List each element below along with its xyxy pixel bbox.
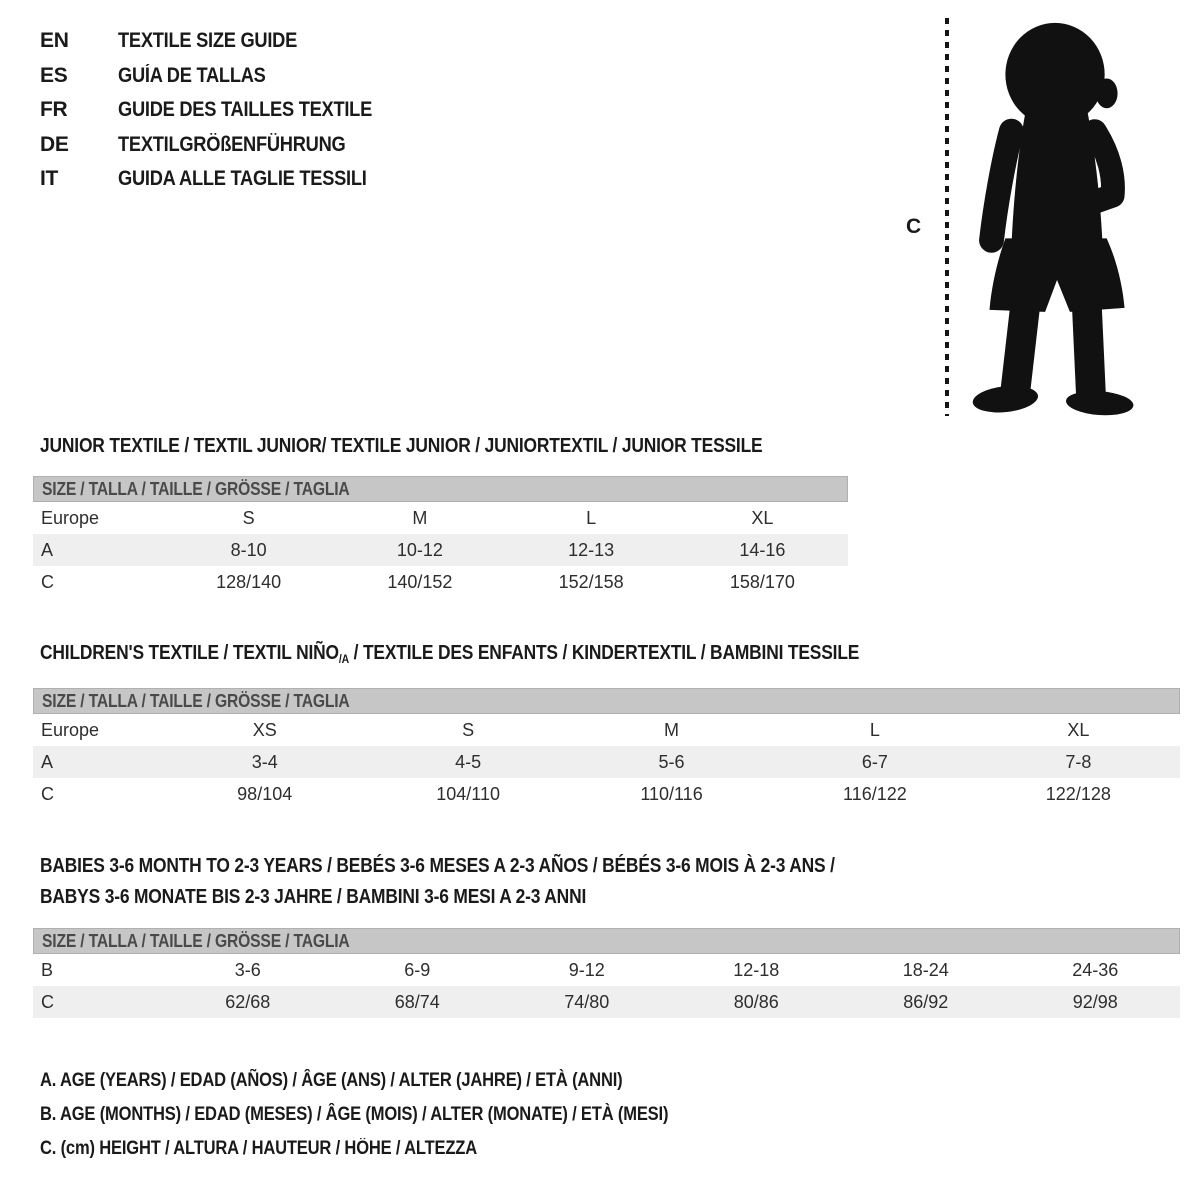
table-cell: 92/98 — [1072, 991, 1118, 1012]
language-title-list — [40, 24, 410, 197]
table-cell: 10-12 — [396, 539, 443, 560]
table-cell: S — [462, 719, 475, 740]
guide-title: GUIDE DES TAILLES TEXTILE — [118, 98, 373, 122]
legend-text-c: C. (cm) HEIGHT / ALTURA / HAUTEUR / HÖHE / ALTEZZA — [40, 1138, 477, 1159]
table-cell: M — [412, 507, 428, 528]
table-row — [33, 746, 1180, 778]
table-row — [33, 714, 1180, 746]
legend-line-c — [40, 1132, 762, 1166]
row-label: A — [41, 751, 54, 772]
legend-line-a — [40, 1064, 762, 1098]
language-row-es — [40, 59, 410, 94]
table-cell: 12-13 — [568, 539, 615, 560]
junior-section-title-text: JUNIOR TEXTILE / TEXTIL JUNIOR/ TEXTILE JUNIOR / JUNIORTEXTIL / JUNIOR TESSILE — [40, 435, 763, 457]
table-cell: 8-10 — [230, 539, 267, 560]
children-section-title — [40, 642, 982, 664]
table-cell: 62/68 — [225, 991, 271, 1012]
table-cell: 5-6 — [658, 751, 685, 772]
babies-title-line2: BABYS 3-6 MONATE BIS 2-3 JAHRE / BAMBINI 3-6 MESI A 2-3 ANNI — [40, 886, 587, 908]
size-header-text: SIZE / TALLA / TAILLE / GRÖSSE / TAGLIA — [42, 478, 350, 499]
row-label: Europe — [41, 719, 100, 740]
table-row — [33, 502, 848, 534]
table-cell: 6-7 — [861, 751, 888, 772]
table-row — [33, 986, 1180, 1018]
table-cell: 104/110 — [436, 783, 500, 804]
table-cell: XL — [1067, 719, 1090, 740]
row-label: A — [41, 539, 54, 560]
table-cell: 14-16 — [739, 539, 786, 560]
table-cell: 4-5 — [455, 751, 482, 772]
table-cell: 6-9 — [404, 959, 431, 980]
table-row — [33, 778, 1180, 810]
babies-size-table — [33, 928, 1180, 1018]
babies-section-title — [40, 851, 954, 913]
size-header-bar — [33, 476, 848, 502]
table-row — [33, 566, 848, 598]
language-code: EN — [40, 29, 69, 53]
row-label: Europe — [41, 507, 100, 528]
children-title-subscript: /A — [338, 652, 349, 666]
guide-title: TEXTILE SIZE GUIDE — [118, 29, 298, 53]
table-cell: 12-18 — [733, 959, 780, 980]
language-row-en — [40, 24, 410, 59]
language-code: DE — [40, 132, 69, 156]
table-cell: 140/152 — [387, 571, 453, 592]
height-measure-dashed-line — [945, 18, 949, 416]
size-header-bar — [33, 688, 1180, 714]
junior-size-table — [33, 476, 848, 598]
table-cell: XS — [252, 719, 277, 740]
table-row — [33, 534, 848, 566]
size-header-text: SIZE / TALLA / TAILLE / GRÖSSE / TAGLIA — [42, 930, 350, 951]
table-cell: XL — [751, 507, 774, 528]
table-cell: 116/122 — [843, 783, 907, 804]
table-cell: 80/86 — [733, 991, 779, 1012]
babies-title-line1: BABIES 3-6 MONTH TO 2-3 YEARS / BEBÉS 3-6 MESES A 2-3 AÑOS / BÉBÉS 3-6 MOIS À 2-3 ANS / — [40, 855, 835, 877]
table-cell: L — [869, 719, 880, 740]
table-cell: 86/92 — [903, 991, 949, 1012]
table-cell: M — [664, 719, 680, 740]
table-cell: 98/104 — [237, 783, 293, 804]
table-cell: S — [242, 507, 255, 528]
table-cell: 110/116 — [640, 783, 703, 804]
size-header-text: SIZE / TALLA / TAILLE / GRÖSSE / TAGLIA — [42, 690, 350, 711]
legend-text-b: B. AGE (MONTHS) / EDAD (MESES) / ÂGE (MOIS) / ALTER (MONATE) / ETÀ (MESI) — [40, 1104, 669, 1125]
legend-line-b — [40, 1098, 762, 1132]
language-code: FR — [40, 98, 68, 122]
measure-legend — [40, 1064, 762, 1166]
guide-title: TEXTILGRÖßENFÜHRUNG — [118, 132, 346, 156]
table-cell: 3-4 — [251, 751, 278, 772]
toddler-silhouette-icon — [955, 12, 1165, 424]
guide-title: GUÍA DE TALLAS — [118, 63, 266, 87]
language-row-it — [40, 162, 410, 197]
table-cell: 3-6 — [234, 959, 261, 980]
language-code: ES — [40, 63, 68, 87]
table-cell: 7-8 — [1065, 751, 1092, 772]
language-row-de — [40, 128, 410, 163]
language-code: IT — [40, 167, 59, 191]
height-measure-label: C — [906, 215, 922, 238]
row-label: C — [41, 991, 54, 1012]
row-label: C — [41, 571, 54, 592]
table-cell: L — [586, 507, 597, 528]
table-cell: 152/158 — [558, 571, 624, 592]
size-header-bar — [33, 928, 1180, 954]
table-cell: 68/74 — [394, 991, 440, 1012]
row-label: C — [41, 783, 54, 804]
children-title-post: / TEXTILE DES ENFANTS / KINDERTEXTIL / BAMBINI TESSILE — [348, 642, 860, 664]
language-row-fr — [40, 93, 410, 128]
table-cell: 122/128 — [1045, 783, 1111, 804]
table-cell: 74/80 — [564, 991, 610, 1012]
table-cell: 128/140 — [216, 571, 282, 592]
table-cell: 158/170 — [729, 571, 795, 592]
table-cell: 24-36 — [1072, 959, 1119, 980]
children-section-title-text — [40, 642, 859, 665]
table-cell: 9-12 — [568, 959, 605, 980]
guide-title: GUIDA ALLE TAGLIE TESSILI — [118, 167, 367, 191]
children-title-pre: CHILDREN'S TEXTILE / TEXTIL NIÑO — [40, 642, 339, 664]
table-row — [33, 954, 1180, 986]
legend-text-a: A. AGE (YEARS) / EDAD (AÑOS) / ÂGE (ANS) / ALTER (JAHRE) / ETÀ (ANNI) — [40, 1070, 623, 1091]
children-size-table — [33, 688, 1180, 810]
junior-section-title — [40, 435, 870, 457]
row-label: B — [41, 959, 54, 980]
table-cell: 18-24 — [902, 959, 949, 980]
